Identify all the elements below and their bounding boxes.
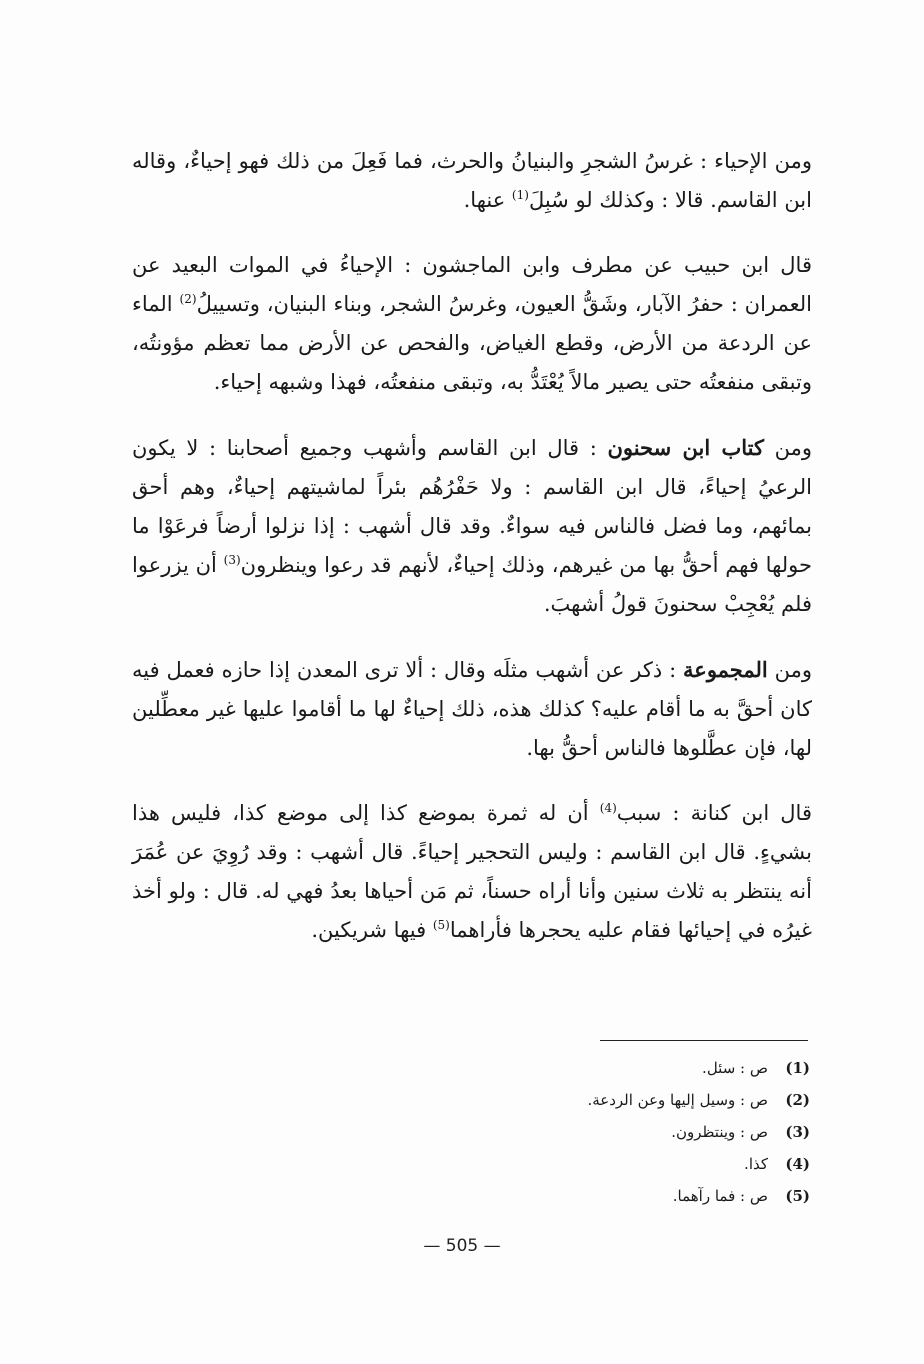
footnote-ref-1[interactable]: (1) [511, 188, 529, 202]
text-segment: الماء عن الردعة من الأرض، وقطع الغياض، والفحص عن الأرض مما تعظم مؤونتُه، وتبقى منفعتُه حتى يصير مالاً يُعْتَدُّ به، وتبقى منفعتُه، فهذا وشبهه إحياء. [132, 292, 812, 394]
footnote-text: كذا. [744, 1155, 768, 1173]
footnote-text: ص : سئل. [702, 1059, 768, 1077]
text-segment: ومن الإحياء : غرسُ الشجرِ والبنيانُ والحرث، فما فَعِلَ من ذلك فهو إحياءٌ، وقاله ابن القاسم. قالا : وكذلك لو سُبِلَ [132, 149, 812, 212]
paragraph-3 [132, 428, 812, 624]
footnote-ref-3[interactable]: (3) [223, 553, 241, 567]
footnote-divider [600, 1040, 808, 1041]
footnote-text: ص : وسيل إليها وعن الردعة. [587, 1091, 768, 1109]
text-segment: ومن [767, 658, 812, 682]
book-title: كتاب ابن سحنون [607, 435, 764, 460]
footnote-3 [400, 1116, 810, 1148]
text-segment: عنها. [463, 188, 512, 212]
book-title: المجموعة [683, 657, 768, 682]
footnote-1 [400, 1052, 810, 1084]
footnote-number: (1) [785, 1059, 810, 1077]
text-segment: قال ابن كنانة : سبب [616, 801, 812, 825]
footnote-text: ص : وينتظرون. [671, 1123, 768, 1141]
footnote-4 [400, 1148, 810, 1180]
footnote-number: (3) [785, 1123, 810, 1141]
footnote-5 [400, 1180, 810, 1212]
footnote-number: (2) [785, 1091, 810, 1109]
paragraph-1 [132, 142, 812, 220]
paragraph-4 [132, 650, 812, 768]
footnote-number: (4) [785, 1155, 810, 1173]
text-segment: : قال ابن القاسم وأشهب وجميع أصحابنا : لا يكون الرعيُ إحياءً، قال ابن القاسم : ولا حَفْرُهُم بئراً لماشيتهم إحياءٌ، وهم أحق بمائهم، وما فضل فالناس فيه سواءٌ. وقد قال أشهب : إذا نزلوا أرضاً فرعَوْا ما حولها فهم أحقُّ بها من غيرهم، وذلك إحياءٌ، لأنهم قد رعوا وينظرون [132, 436, 812, 577]
footnote-ref-2[interactable]: (2) [179, 292, 197, 306]
text-segment: أن له ثمرة بموضع كذا إلى موضع كذا، فليس هذا بشيءٍ. قال ابن القاسم : وليس التحجير إحياءً. قال أشهب : وقد رُوِيَ عن عُمَرَ أنه ينتظر به ثلاث سنين وأنا أراه حسناً، ثم مَن أحياها بعدُ فهي له. قال : ولو أخذ غيرُه في إحيائها فقام عليه يحجرها فأراهما [132, 801, 812, 942]
footnote-ref-4[interactable]: (4) [599, 801, 617, 815]
footnote-ref-5[interactable]: (5) [432, 918, 450, 932]
text-segment: ومن [763, 436, 812, 460]
main-text [132, 142, 812, 950]
text-segment: قال ابن حبيب عن مطرف وابن الماجشون : الإحياءُ في الموات البعيد عن العمران : حفرُ الآبار، وشَقُّ العيون، وغرسُ الشجر، وبناء البنيان، وتسييلُ [132, 253, 812, 316]
text-segment: أن يزرعوا فلم يُعْجِبْ سحنونَ قولُ أشهبَ. [132, 553, 812, 616]
text-segment: : ذكر عن أشهب مثلَه وقال : ألا ترى المعدن إذا حازه فعمل فيه كان أحقَّ به ما أقام عليه؟ كذلك هذه، ذلك إحياءٌ لها ما أقاموا عليها غير معطِّلين لها، فإن عطَّلوها فالناس أحقُّ بها. [132, 658, 812, 760]
footnote-2 [400, 1084, 810, 1116]
footnotes [400, 1052, 810, 1212]
footnote-text: ص : فما رآهما. [672, 1187, 768, 1205]
paragraph-5 [132, 794, 812, 950]
footnote-number: (5) [785, 1187, 810, 1205]
text-segment: فيها شريكين. [311, 918, 433, 942]
page-number: — 505 — [423, 1236, 501, 1256]
paragraph-2 [132, 246, 812, 402]
